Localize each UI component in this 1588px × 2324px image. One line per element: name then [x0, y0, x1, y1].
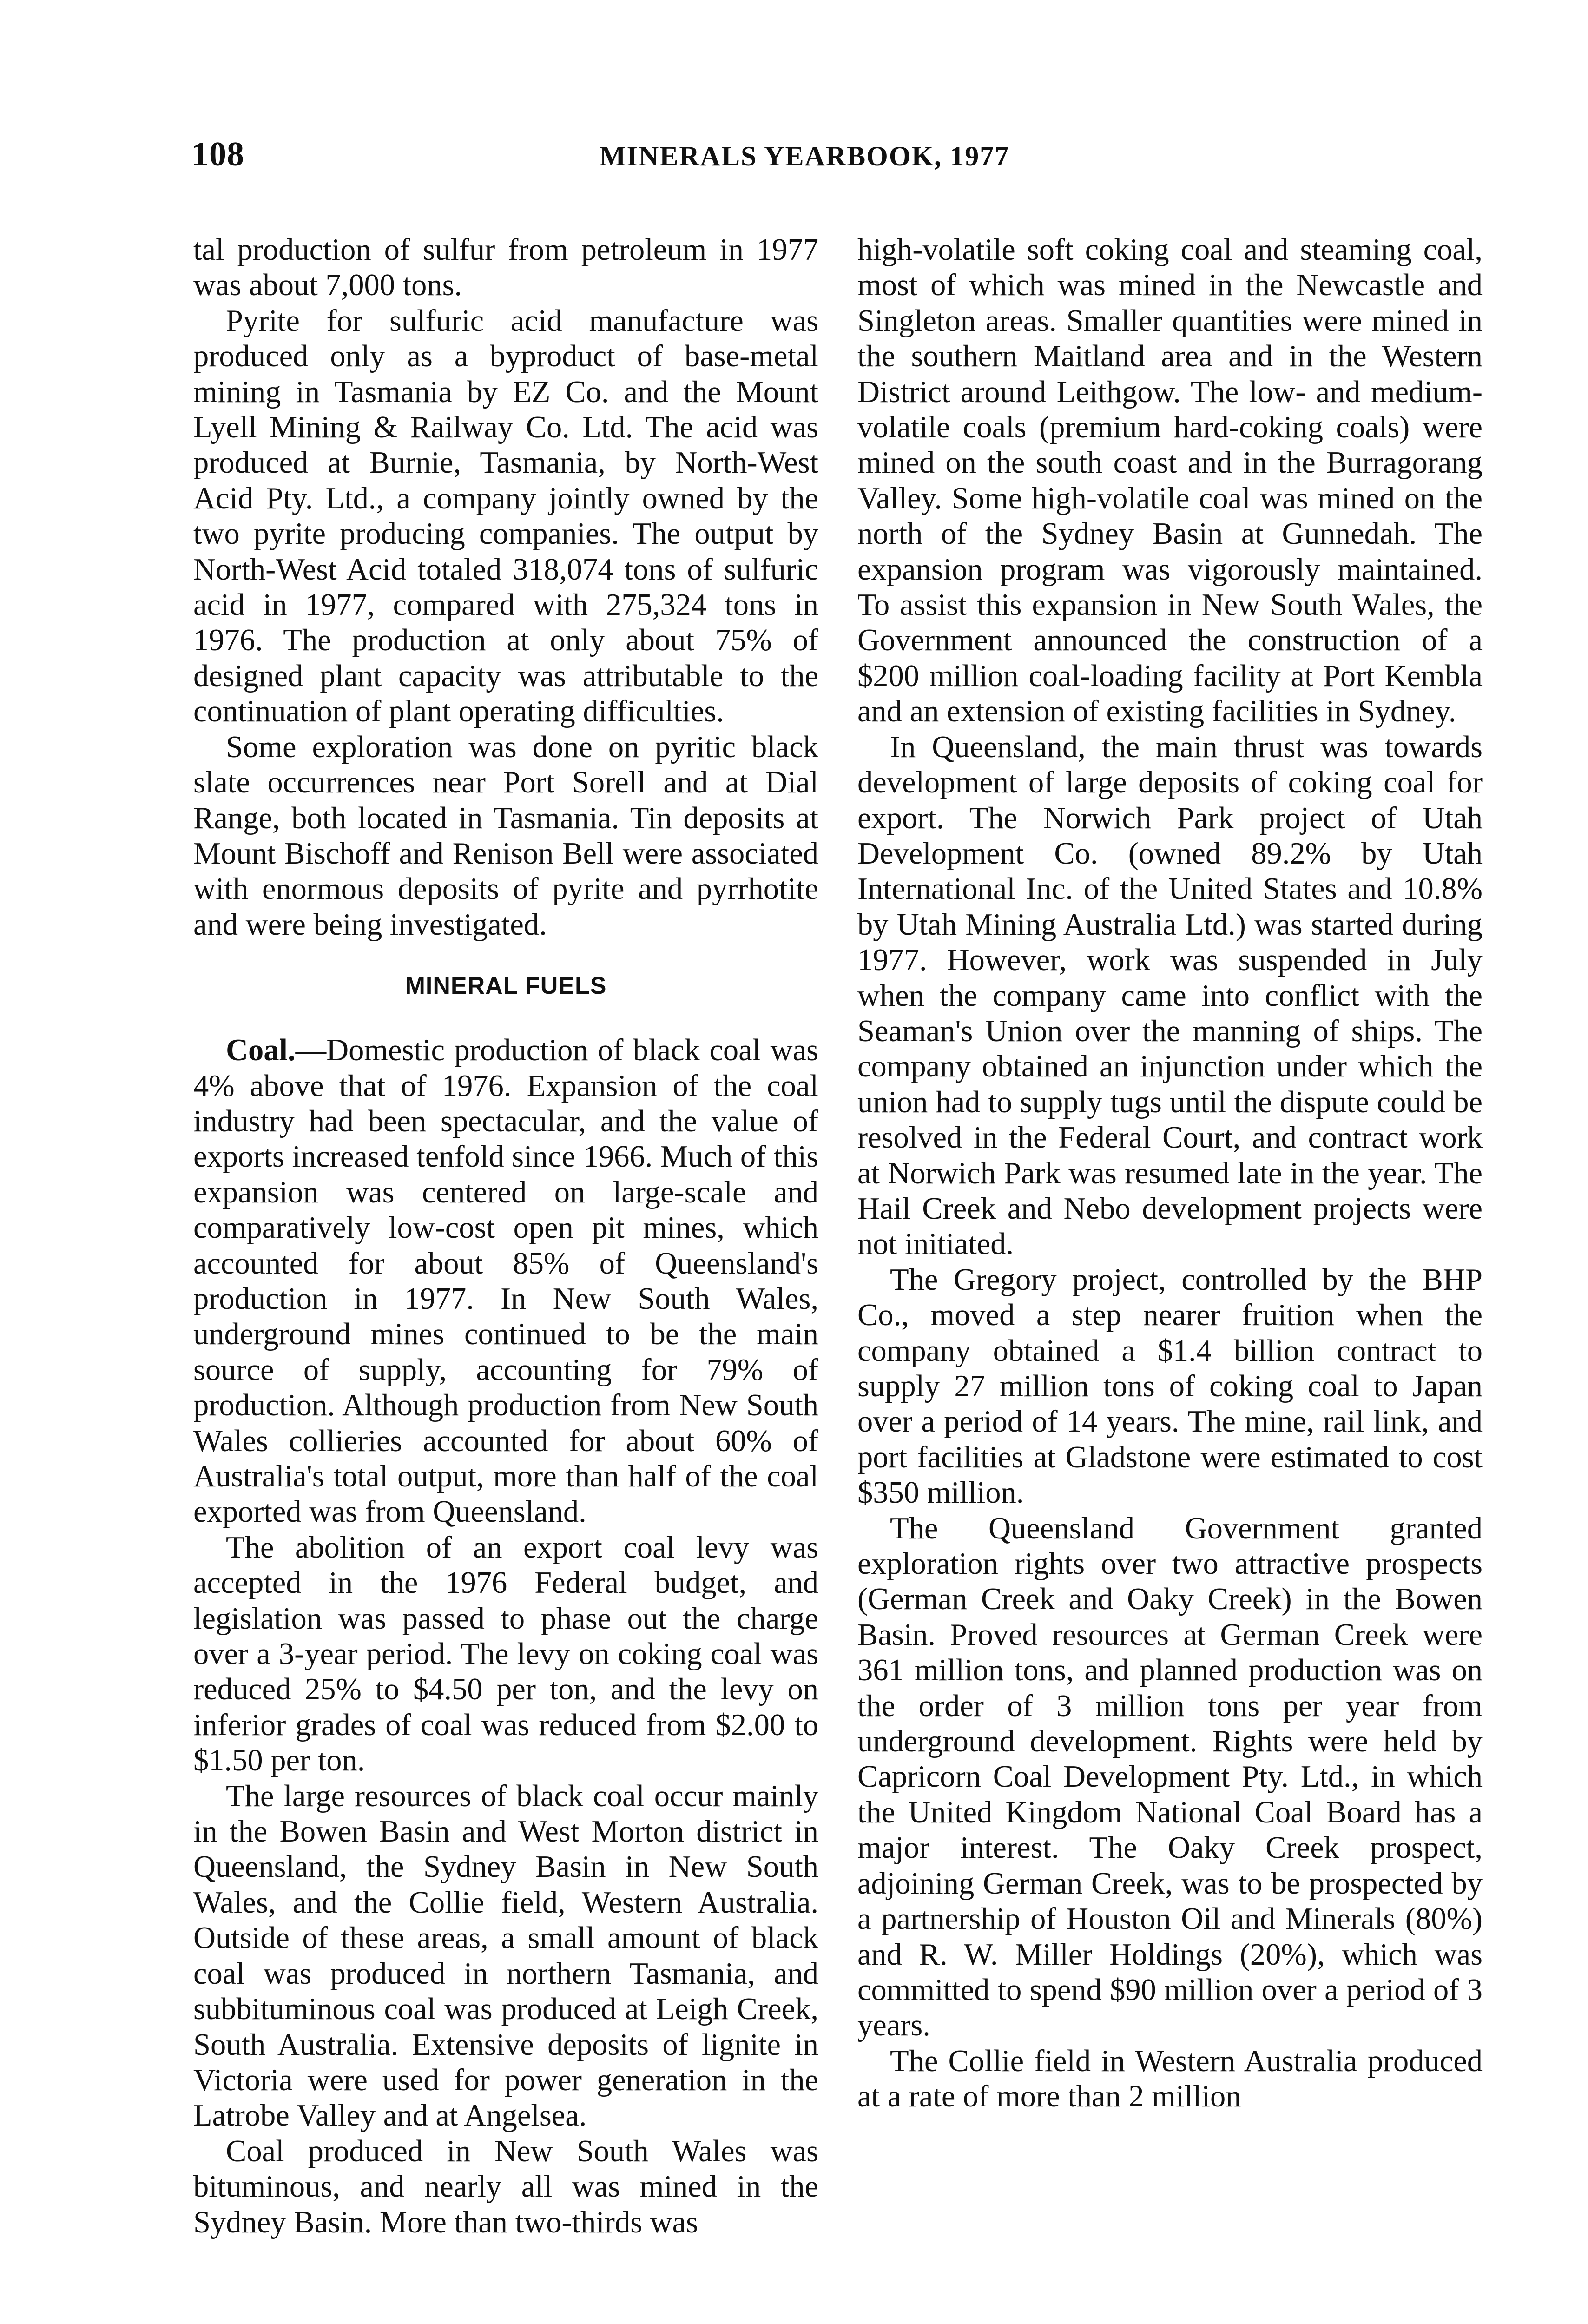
paragraph: Coal produced in New South Wales was bituminous, and nearly all was mined in the Sydney Basin. More than two-thirds was [193, 2134, 818, 2239]
paragraph-coal [193, 1033, 818, 1530]
paragraph: Some exploration was done on pyritic black slate occurrences near Port Sorell and at Dial Range, both located in Tasmania. Tin deposits at Mount Bischoff and Renison Bell were associated with enormous deposits of pyrite and pyrrhotite and were being investigated. [193, 730, 818, 942]
left-column [193, 232, 818, 2240]
paragraph: In Queensland, the main thrust was towards development of large deposits of coking coal for export. The Norwich Park project of Utah Development Co. (owned 89.2% by Utah International Inc. of the United States and 10.8% by Utah Mining Australia Ltd.) was started during 1977. However, work was suspended in July when the company came into conflict with the Seaman's Union over the manning of ships. The company obtained an injunction under which the union had to supply tugs until the dispute could be resolved in the Federal Court, and contract work at Norwich Park was resumed late in the year. The Hail Creek and Nebo development projects were not initiated. [857, 730, 1483, 1261]
paragraph: The Queensland Government granted exploration rights over two attractive prospects (German Creek and Oaky Creek) in the Bowen Basin. Proved resources at German Creek were 361 million tons, and planned production was on the order of 3 million tons per year from underground development. Rights were held by Capricorn Coal Development Pty. Ltd., in which the United Kingdom National Coal Board has a major interest. The Oaky Creek prospect, adjoining German Creek, was to be prospected by a partnership of Houston Oil and Minerals (80%) and R. W. Miller Holdings (20%), which was committed to spend $90 million over a period of 3 years. [857, 1511, 1483, 2043]
paragraph: Pyrite for sulfuric acid manufacture was produced only as a byproduct of base-metal mining in Tasmania by EZ Co. and the Mount Lyell Mining & Railway Co. Ltd. The acid was produced at Burnie, Tasmania, by North-West Acid Pty. Ltd., a company jointly owned by the two pyrite producing companies. The output by North-West Acid totaled 318,074 tons of sulfuric acid in 1977, compared with 275,324 tons in 1976. The production at only about 75% of designed plant capacity was attributable to the continuation of plant operating difficulties. [193, 304, 818, 729]
section-heading: MINERAL FUELS [405, 972, 607, 1000]
page-number: 108 [191, 135, 244, 173]
run-in-heading: Coal. [226, 1033, 296, 1068]
page-header [186, 135, 1534, 177]
paragraph-text: —Domestic production of black coal was 4% above that of 1976. Expansion of the coal industry had been spectacular, and the value of exports increased tenfold since 1966. Much of this expansion was centered on large-scale and comparatively low-cost open pit mines, which accounted for about 85% of Queensland's production in 1977. In New South Wales, underground mines continued to be the main source of supply, accounting for 79% of production. Although production from New South Wales collieries accounted for about 60% of Australia's total output, more than half of the coal exported was from Queensland. [193, 1033, 818, 1529]
paragraph: The abolition of an export coal levy was accepted in the 1976 Federal budget, and legislation was passed to phase out the charge over a 3-year period. The levy on coking coal was reduced 25% to $4.50 per ton, and the levy on inferior grades of coal was reduced from $2.00 to $1.50 per ton. [193, 1530, 818, 1778]
right-column [857, 232, 1483, 2115]
running-title: MINERALS YEARBOOK, 1977 [600, 141, 1010, 172]
paragraph: The Gregory project, controlled by the BHP Co., moved a step nearer fruition when the company obtained a $1.4 billion contract to supply 27 million tons of coking coal to Japan over a period of 14 years. The mine, rail link, and port facilities at Gladstone were estimated to cost $350 million. [857, 1262, 1483, 1510]
paragraph: The large resources of black coal occur mainly in the Bowen Basin and West Morton district in Queensland, the Sydney Basin in New South Wales, and the Collie field, Western Australia. Outside of these areas, a small amount of black coal was produced in northern Tasmania, and subbituminous coal was produced at Leigh Creek, South Australia. Extensive deposits of lignite in Victoria were used for power generation in the Latrobe Valley and at Angelsea. [193, 1779, 818, 2133]
paragraph: tal production of sulfur from petroleum in 1977 was about 7,000 tons. [193, 233, 818, 303]
paragraph: The Collie field in Western Australia produced at a rate of more than 2 million [857, 2044, 1483, 2114]
paragraph: high-volatile soft coking coal and steaming coal, most of which was mined in the Newcastle and Singleton areas. Smaller quantities were mined in the southern Maitland area and in the Western District around Leithgow. The low- and medium-volatile coals (premium hard-coking coals) were mined on the south coast and in the Burragorang Valley. Some high-volatile coal was mined on the north of the Sydney Basin at Gunnedah. The expansion program was vigorously maintained. To assist this expansion in New South Wales, the Government announced the construction of a $200 million coal-loading facility at Port Kembla and an extension of existing facilities in Sydney. [857, 233, 1483, 729]
